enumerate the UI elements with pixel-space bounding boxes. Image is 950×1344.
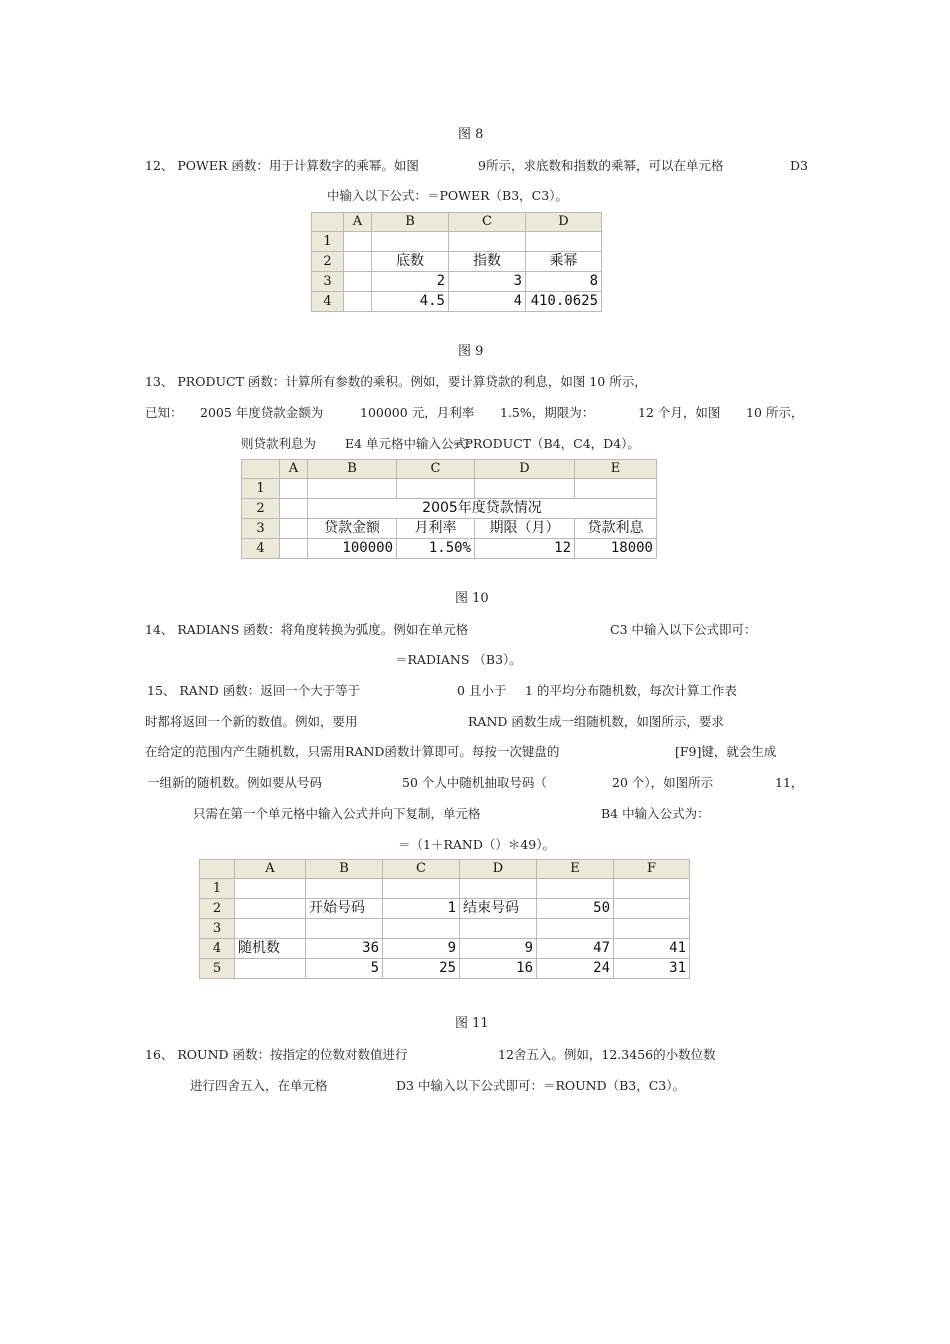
- cell: [383, 879, 460, 899]
- cell: 9: [460, 939, 537, 959]
- para-15-line2b: RAND 函数生成一组随机数，如图所示，要求: [468, 714, 724, 729]
- column-header-row: [242, 460, 657, 479]
- cell: 底数: [372, 252, 449, 272]
- table-row: [312, 272, 602, 292]
- para-15-line1c: 1 的平均分布随机数，每次计算工作表: [525, 683, 737, 698]
- table-row: [312, 292, 602, 312]
- cell: 16: [460, 959, 537, 979]
- table-row: [312, 252, 602, 272]
- para-13-line2c: 100000 元，月利率: [360, 405, 475, 420]
- cell: [383, 919, 460, 939]
- cell: 结束号码: [460, 899, 537, 919]
- cell: [344, 272, 372, 292]
- cell: 1.50%: [397, 539, 475, 559]
- para-13-line2f: 10 所示，: [746, 405, 804, 420]
- cell: [306, 919, 383, 939]
- para-15-line6: ＝（1＋RAND（）＊49）。: [398, 837, 556, 852]
- cell: 贷款金额: [308, 519, 397, 539]
- cell: 8: [526, 272, 602, 292]
- row-header: 1: [242, 479, 280, 499]
- cell: 18000: [575, 539, 657, 559]
- cell: 乘幂: [526, 252, 602, 272]
- para-13-line1: 13、 PRODUCT 函数：计算所有参数的乘积。例如，要计算贷款的利息，如图 10 所示，: [145, 374, 647, 389]
- para-16-line1b: 12舍五入。例如，12.3456的小数位数: [498, 1047, 716, 1062]
- cell: [614, 899, 690, 919]
- column-header: F: [614, 860, 690, 879]
- para-15-line4c: 20 个），如图所示: [612, 775, 714, 790]
- cell: 12: [475, 539, 575, 559]
- column-header: E: [537, 860, 614, 879]
- row-header: 1: [200, 879, 235, 899]
- cell: 月利率: [397, 519, 475, 539]
- cell: [614, 919, 690, 939]
- row-header: 2: [200, 899, 235, 919]
- cell: [235, 919, 306, 939]
- para-15-line3b: [F9]键，就会生成: [675, 744, 777, 759]
- para-15-line4a: 一组新的随机数。例如要从号码: [147, 775, 323, 790]
- row-header: 4: [200, 939, 235, 959]
- column-header: E: [575, 460, 657, 479]
- para-13-line2d: 1.5%，期限为：: [500, 405, 595, 420]
- column-header: C: [397, 460, 475, 479]
- corner-cell: [200, 860, 235, 879]
- cell: 贷款利息: [575, 519, 657, 539]
- row-header: 3: [312, 272, 344, 292]
- para-14-line1b: C3 中输入以下公式即可：: [610, 622, 757, 637]
- table-row: [200, 939, 690, 959]
- table-row: [200, 879, 690, 899]
- para-12-line1b: 9所示，求底数和指数的乘幂，可以在单元格: [478, 158, 724, 173]
- para-12-line2: 中输入以下公式：＝POWER（B3，C3）。: [327, 188, 568, 203]
- cell: 5: [306, 959, 383, 979]
- figure-9-caption: 图 9: [458, 344, 484, 359]
- column-header: C: [383, 860, 460, 879]
- column-header-row: [200, 860, 690, 879]
- merged-title-cell: 2005年度贷款情况: [308, 499, 657, 519]
- column-header: A: [280, 460, 308, 479]
- cell: 3: [449, 272, 526, 292]
- cell: [235, 899, 306, 919]
- cell: [614, 879, 690, 899]
- para-13-line3a: 则贷款利息为: [241, 436, 317, 451]
- table-row: [242, 519, 657, 539]
- cell: [475, 479, 575, 499]
- row-header: 4: [242, 539, 280, 559]
- table-row: [200, 919, 690, 939]
- spreadsheet-rand: [199, 859, 690, 979]
- column-header: A: [344, 213, 372, 232]
- para-15-line1b: 0 且小于: [457, 683, 507, 698]
- table-row: [242, 499, 657, 519]
- corner-cell: [242, 460, 280, 479]
- para-15-line1a: 15、 RAND 函数：返回一个大于等于: [147, 683, 361, 698]
- column-header: A: [235, 860, 306, 879]
- cell: [280, 479, 308, 499]
- cell: 24: [537, 959, 614, 979]
- para-12-line1c: D3: [790, 158, 808, 173]
- row-header: 2: [242, 499, 280, 519]
- cell: [308, 479, 397, 499]
- para-14-line2: ＝RADIANS （B3）。: [395, 652, 522, 667]
- para-16-line2a: 进行四舍五入，在单元格: [190, 1078, 328, 1093]
- table-row: [242, 539, 657, 559]
- para-13-line2a: 已知：: [145, 405, 183, 420]
- cell: 随机数: [235, 939, 306, 959]
- cell: [280, 519, 308, 539]
- para-13-line3b: E4 单元格中输入公式：: [345, 436, 479, 451]
- spreadsheet-power: [311, 212, 602, 312]
- cell: [460, 879, 537, 899]
- cell: 410.0625: [526, 292, 602, 312]
- para-16-line1a: 16、 ROUND 函数：按指定的位数对数值进行: [145, 1047, 408, 1062]
- row-header: 2: [312, 252, 344, 272]
- cell: 4: [449, 292, 526, 312]
- para-15-line2a: 时都将返回一个新的数值。例如，要用: [145, 714, 358, 729]
- cell: [280, 499, 308, 519]
- cell: [537, 919, 614, 939]
- table-row: [200, 959, 690, 979]
- spreadsheet-product: [241, 459, 657, 559]
- cell: 9: [383, 939, 460, 959]
- cell: 31: [614, 959, 690, 979]
- cell: 1: [383, 899, 460, 919]
- para-12-line1a: 12、 POWER 函数：用于计算数字的乘幂。如图: [145, 158, 419, 173]
- column-header-row: [312, 213, 602, 232]
- cell: 4.5: [372, 292, 449, 312]
- cell: [235, 959, 306, 979]
- cell: 开始号码: [306, 899, 383, 919]
- cell: 25: [383, 959, 460, 979]
- cell: [372, 232, 449, 252]
- cell: 47: [537, 939, 614, 959]
- para-16-line2b: D3 中输入以下公式即可：＝ROUND（B3，C3）。: [396, 1078, 686, 1093]
- cell: [460, 919, 537, 939]
- para-15-line5b: B4 中输入公式为：: [601, 806, 710, 821]
- corner-cell: [312, 213, 344, 232]
- cell: 2: [372, 272, 449, 292]
- cell: 36: [306, 939, 383, 959]
- para-13-line2b: 2005 年度贷款金额为: [200, 405, 324, 420]
- column-header: B: [308, 460, 397, 479]
- column-header: B: [372, 213, 449, 232]
- cell: [537, 879, 614, 899]
- para-13-line2e: 12 个月，如图: [638, 405, 721, 420]
- cell: [306, 879, 383, 899]
- cell: [344, 252, 372, 272]
- column-header: D: [460, 860, 537, 879]
- column-header: D: [526, 213, 602, 232]
- cell: [280, 539, 308, 559]
- para-15-line3a: 在给定的范围内产生随机数，只需用RAND函数计算即可。每按一次键盘的: [145, 744, 560, 759]
- para-13-line3c: ＝PRODUCT（B4，C4，D4）。: [452, 436, 640, 451]
- para-15-line4d: 11，: [775, 775, 804, 790]
- cell: 期限（月）: [475, 519, 575, 539]
- row-header: 5: [200, 959, 235, 979]
- para-15-line5a: 只需在第一个单元格中输入公式并向下复制，单元格: [193, 806, 481, 821]
- cell: 100000: [308, 539, 397, 559]
- cell: [344, 292, 372, 312]
- cell: [526, 232, 602, 252]
- cell: [575, 479, 657, 499]
- table-row: [200, 899, 690, 919]
- column-header: D: [475, 460, 575, 479]
- row-header: 3: [200, 919, 235, 939]
- table-row: [312, 232, 602, 252]
- row-header: 1: [312, 232, 344, 252]
- column-header: B: [306, 860, 383, 879]
- para-14-line1a: 14、 RADIANS 函数：将角度转换为弧度。例如在单元格: [145, 622, 469, 637]
- cell: 41: [614, 939, 690, 959]
- para-15-line4b: 50 个人中随机抽取号码（: [402, 775, 547, 790]
- row-header: 4: [312, 292, 344, 312]
- row-header: 3: [242, 519, 280, 539]
- figure-8-caption: 图 8: [458, 127, 484, 142]
- cell: [344, 232, 372, 252]
- cell: 50: [537, 899, 614, 919]
- figure-11-caption: 图 11: [455, 1016, 489, 1031]
- column-header: C: [449, 213, 526, 232]
- figure-10-caption: 图 10: [455, 591, 489, 606]
- cell: [235, 879, 306, 899]
- cell: [397, 479, 475, 499]
- table-row: [242, 479, 657, 499]
- cell: [449, 232, 526, 252]
- cell: 指数: [449, 252, 526, 272]
